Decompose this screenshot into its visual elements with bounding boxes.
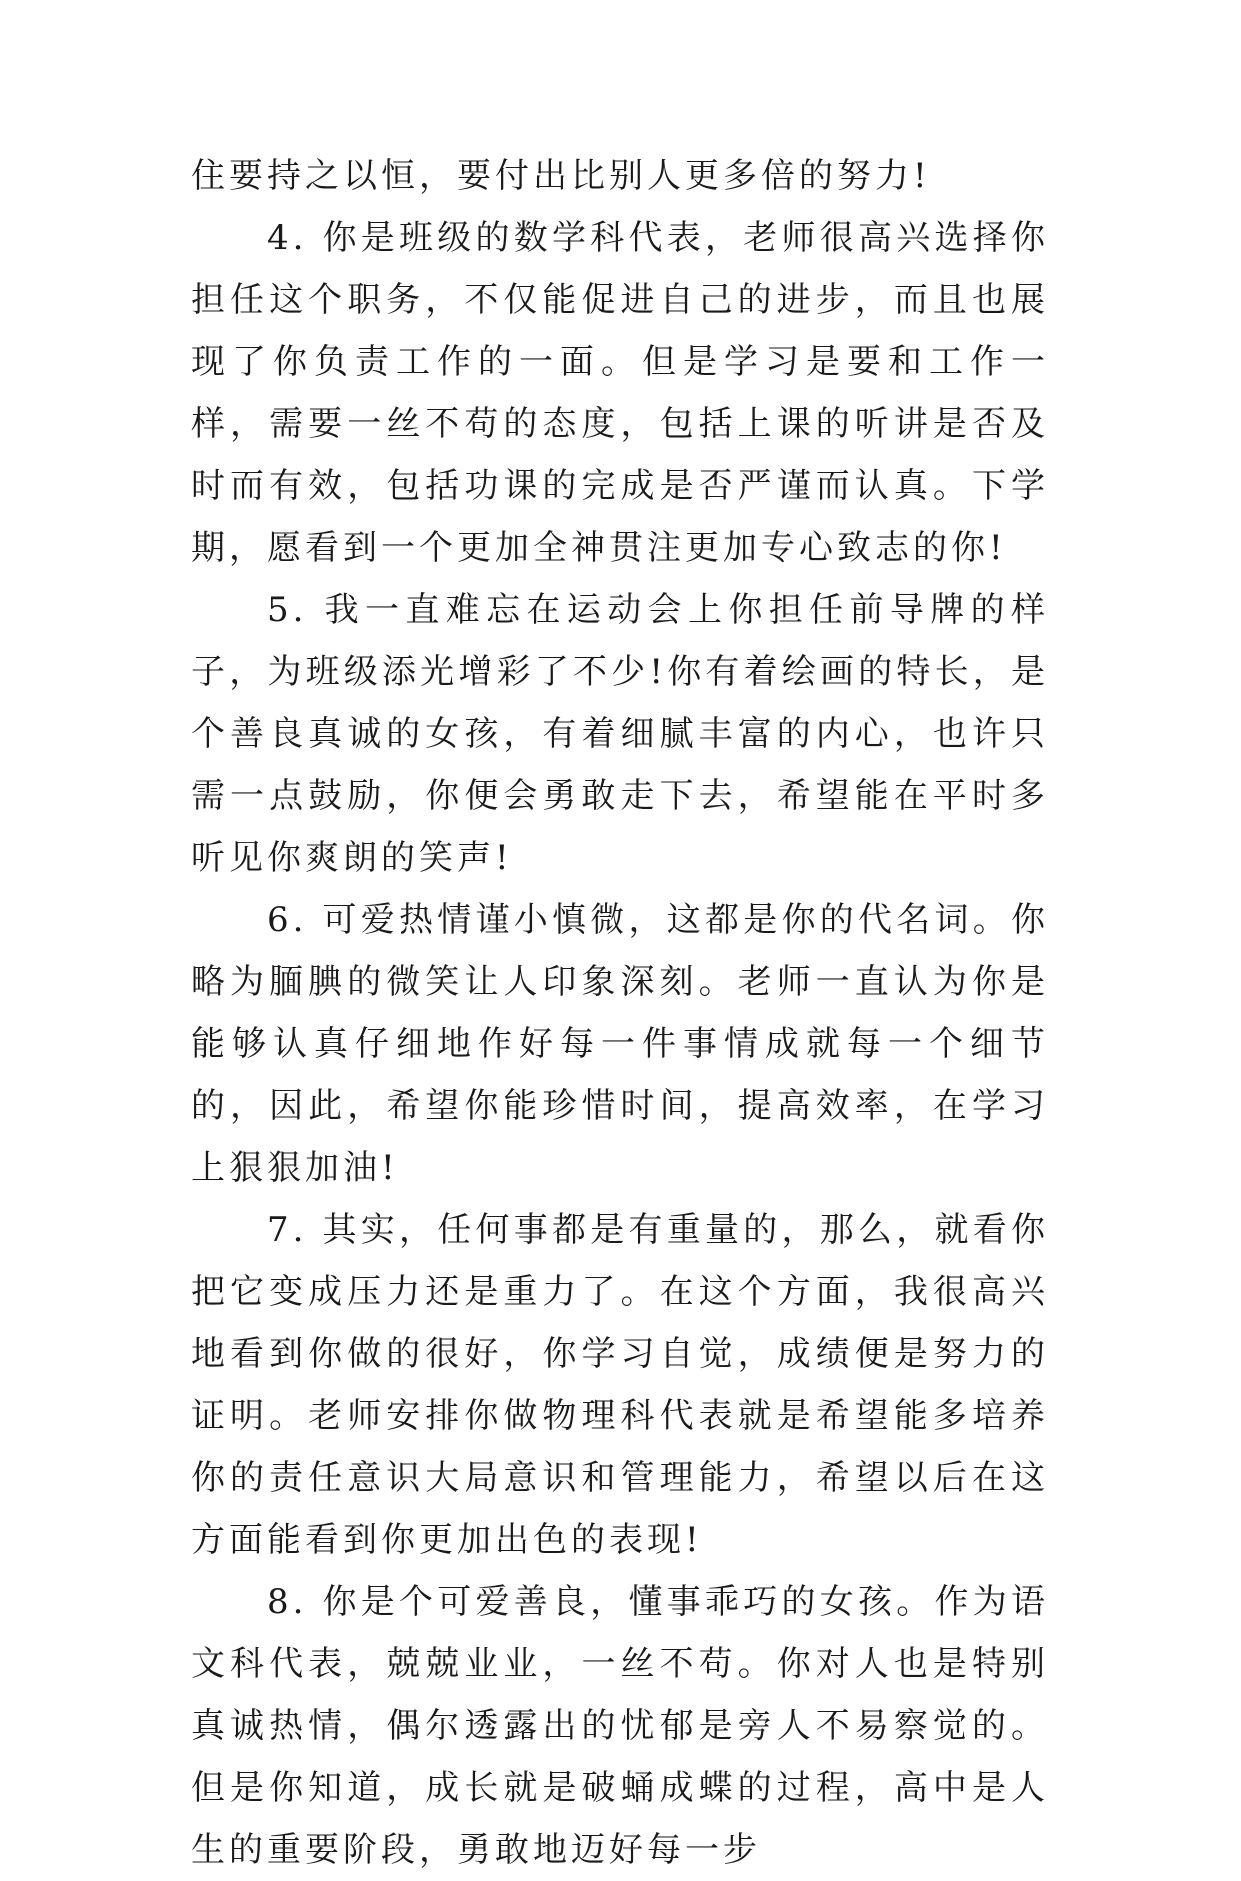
document-body <box>191 145 1049 1881</box>
paragraph-continuation: 住要持之以恒，要付出比别人更多倍的努力! <box>191 156 931 196</box>
paragraph-item-5: 5. 我一直难忘在运动会上你担任前导牌的样子，为班级添光增彩了不少!你有着绘画的特长，是个善良真诚的女孩，有着细腻丰富的内心，也许只需一点鼓励，你便会勇敢走下去，希望能在平时多听见你爽朗的笑声! <box>191 590 1049 878</box>
paragraph-item-4: 4. 你是班级的数学科代表，老师很高兴选择你担任这个职务，不仅能促进自己的进步，而且也展现了你负责工作的一面。但是学习是要和工作一样，需要一丝不苟的态度，包括上课的听讲是否及时而有效，包括功课的完成是否严谨而认真。下学期，愿看到一个更加全神贯注更加专心致志的你! <box>191 218 1049 568</box>
paragraph-item-7: 7. 其实，任何事都是有重量的，那么，就看你把它变成压力还是重力了。在这个方面，我很高兴地看到你做的很好，你学习自觉，成绩便是努力的证明。老师安排你做物理科代表就是希望能多培养你的责任意识大局意识和管理能力，希望以后在这方面能看到你更加出色的表现! <box>191 1210 1049 1560</box>
paragraph-item-6: 6. 可爱热情谨小慎微，这都是你的代名词。你略为腼腆的微笑让人印象深刻。老师一直认为你是能够认真仔细地作好每一件事情成就每一个细节的，因此，希望你能珍惜时间，提高效率，在学习上狠狠加油! <box>191 900 1049 1188</box>
paragraph-item-8: 8. 你是个可爱善良，懂事乖巧的女孩。作为语文科代表，兢兢业业，一丝不苟。你对人也是特别真诚热情，偶尔透露出的忧郁是旁人不易察觉的。但是你知道，成长就是破蛹成蝶的过程，高中是人生的重要阶段，勇敢地迈好每一步 <box>191 1582 1049 1870</box>
